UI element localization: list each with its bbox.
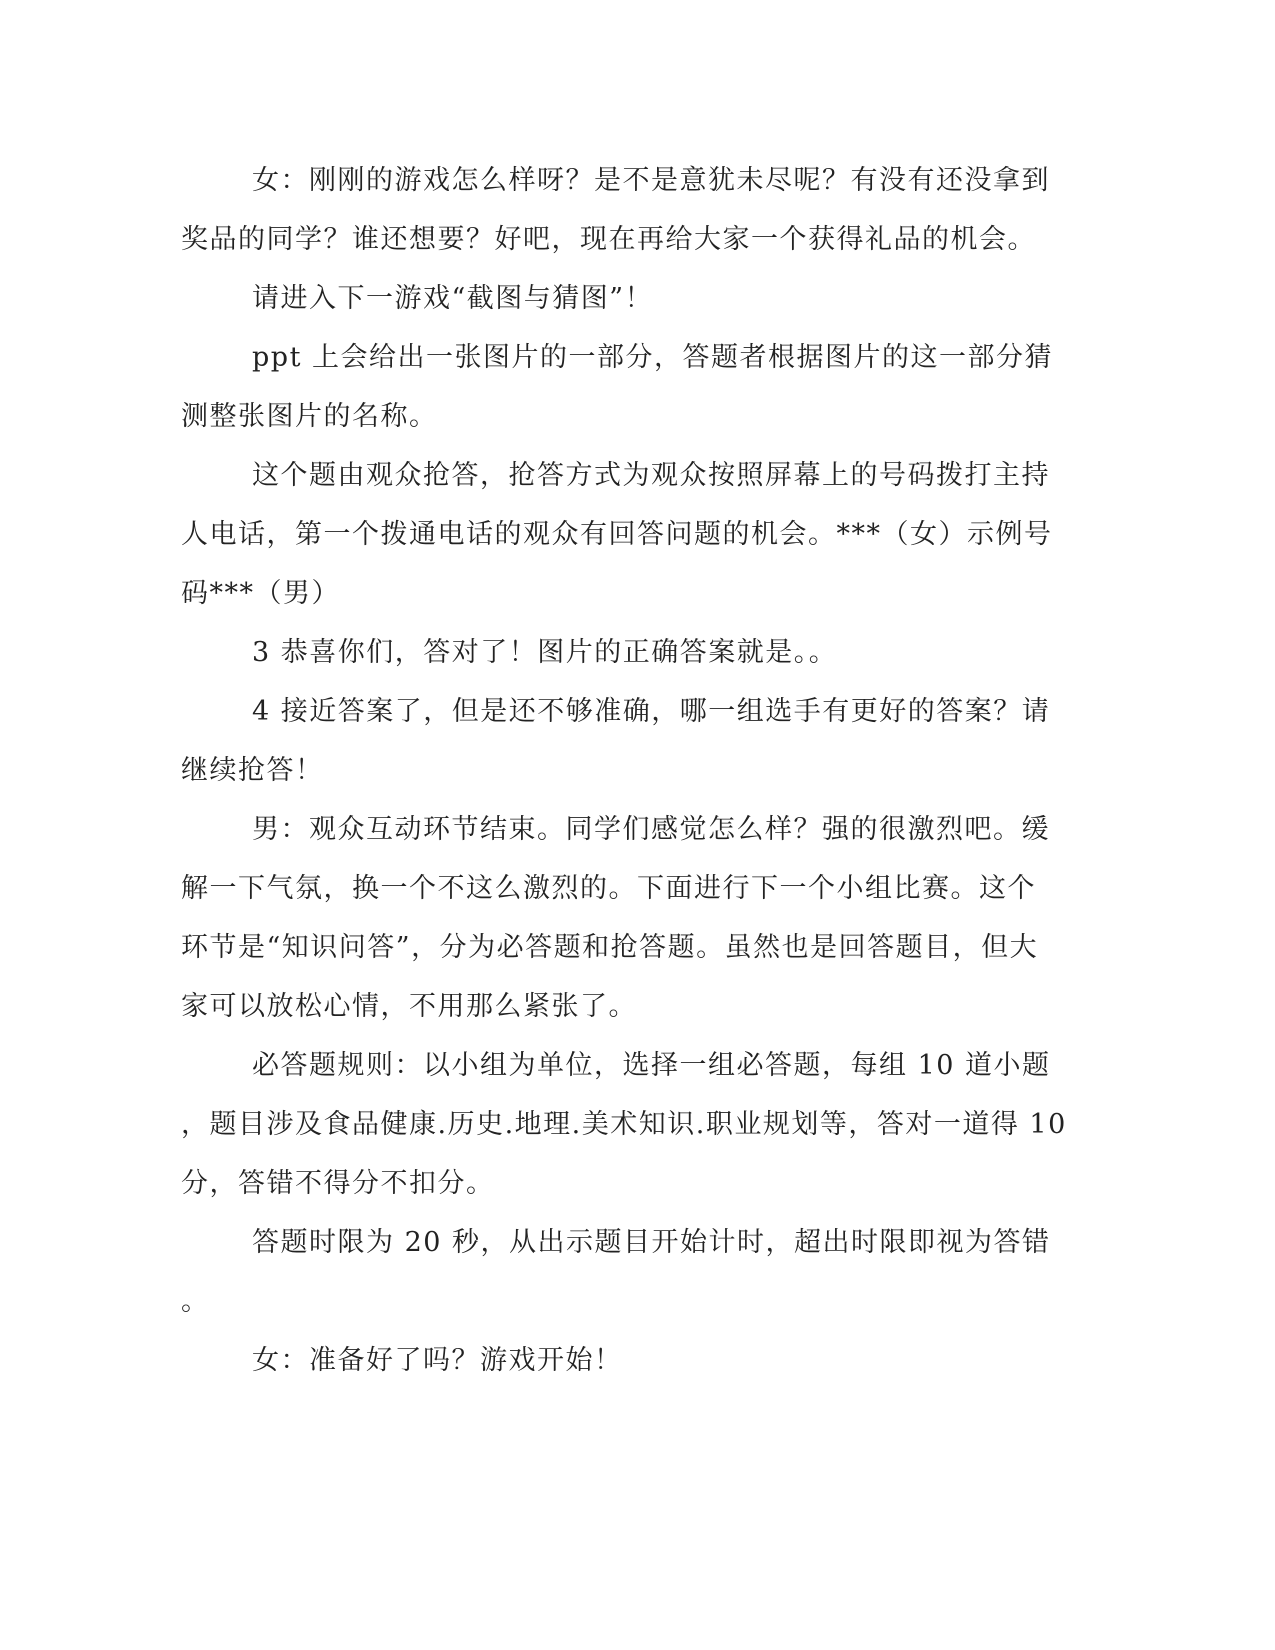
text-line: 女：刚刚的游戏怎么样呀？是不是意犹未尽呢？有没有还没拿到 xyxy=(252,165,1050,196)
text-line: 家可以放松心情，不用那么紧张了。 xyxy=(181,991,637,1022)
text-line: 4 接近答案了，但是还不够准确，哪一组选手有更好的答案？请 xyxy=(252,696,1051,727)
text-line: ppt 上会给出一张图片的一部分，答题者根据图片的这一部分猜 xyxy=(252,342,1053,373)
text-line: 人电话，第一个拨通电话的观众有回答问题的机会。***（女）示例号 xyxy=(181,519,1053,550)
text-line: 奖品的同学？谁还想要？好吧，现在再给大家一个获得礼品的机会。 xyxy=(181,224,1036,255)
text-line: 这个题由观众抢答，抢答方式为观众按照屏幕上的号码拨打主持 xyxy=(252,460,1050,491)
text-line: 继续抢答！ xyxy=(181,755,324,786)
text-line: 分，答错不得分不扣分。 xyxy=(181,1168,495,1199)
text-line: 请进入下一游戏“截图与猜图”！ xyxy=(252,283,654,314)
text-line: 测整张图片的名称。 xyxy=(181,401,438,432)
text-line: 环节是“知识问答”，分为必答题和抢答题。虽然也是回答题目，但大 xyxy=(181,932,1039,963)
text-line: 解一下气氛，换一个不这么激烈的。下面进行下一个小组比赛。这个 xyxy=(181,873,1036,904)
text-line: 男：观众互动环节结束。同学们感觉怎么样？强的很激烈吧。缓 xyxy=(252,814,1050,845)
text-line: 答题时限为 20 秒，从出示题目开始计时，超出时限即视为答错 xyxy=(252,1227,1051,1258)
text-line: 。 xyxy=(181,1286,210,1317)
text-line: 3 恭喜你们，答对了！图片的正确答案就是。。 xyxy=(252,637,838,668)
text-line: 码***（男） xyxy=(181,578,340,609)
text-line: 必答题规则：以小组为单位，选择一组必答题，每组 10 道小题 xyxy=(252,1050,1051,1081)
text-line: ，题目涉及食品健康.历史.地理.美术知识.职业规划等，答对一道得 10 xyxy=(181,1109,1067,1140)
text-line: 女：准备好了吗？游戏开始！ xyxy=(252,1345,623,1376)
